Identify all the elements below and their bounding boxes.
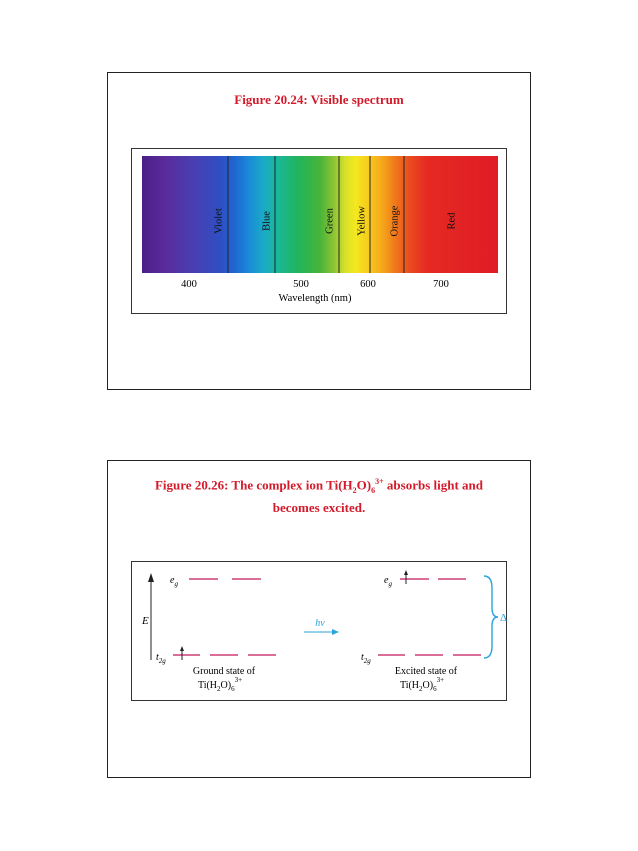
slide-title-line1 <box>100 473 538 499</box>
axis-title: Wavelength (nm) <box>278 293 352 304</box>
electron-arrowhead <box>180 646 184 651</box>
energy-diagram <box>132 562 506 700</box>
title-text: Figure 20.26: The complex ion Ti(H <box>154 477 353 493</box>
ground-caption-line2: $Ti(H_2O)_6^{3+}$ <box>197 676 243 693</box>
title-sub: 2 <box>352 485 357 495</box>
t2g-label-excited: $t_{2g}$ <box>361 652 371 665</box>
excited-caption-line2: $Ti(H_2O)_6^{3+}$ <box>399 676 445 693</box>
spectrum-figure <box>131 148 507 314</box>
tick-label: 600 <box>360 279 376 290</box>
energy-axis-arrow <box>148 573 154 582</box>
slide-title: Figure 20.24: Visible spectrum <box>234 92 404 107</box>
band-label-red: Red <box>446 212 458 230</box>
ground-caption-line1: Ground state of <box>192 666 256 677</box>
photon-label: hv <box>315 618 325 629</box>
band-label-green: Green <box>324 208 336 234</box>
band-label-orange: Orange <box>389 205 401 237</box>
slide-visible-spectrum <box>107 72 531 390</box>
tick-label: 700 <box>433 279 449 290</box>
tick-label: 400 <box>181 279 197 290</box>
photon-arrowhead <box>332 629 339 635</box>
slide-title-line2: becomes excited. <box>272 499 366 515</box>
excited-caption-line1: Excited state of <box>394 666 458 677</box>
eg-label-ground: $e_g$ <box>170 575 178 588</box>
band-label-yellow: Yellow <box>356 206 368 236</box>
band-label-blue: Blue <box>261 211 273 231</box>
slide-title <box>100 473 538 516</box>
band-label-violet: Violet <box>213 208 225 234</box>
eg-label-excited: $e_g$ <box>384 575 392 588</box>
tick-label: 500 <box>293 279 309 290</box>
title-text: absorbs light and <box>383 477 484 493</box>
t2g-label-ground: $t_{2g}$ <box>156 652 166 665</box>
title-text: O) <box>356 477 372 493</box>
slide-complex-ion <box>107 460 531 778</box>
title-sub: 6 <box>371 485 376 495</box>
energy-diagram-figure <box>131 561 507 701</box>
electron-arrowhead <box>404 570 408 575</box>
delta-label: Δ <box>500 612 508 624</box>
title-sup: 3+ <box>375 477 384 486</box>
energy-label: E <box>142 615 149 627</box>
delta-brace <box>484 576 498 658</box>
